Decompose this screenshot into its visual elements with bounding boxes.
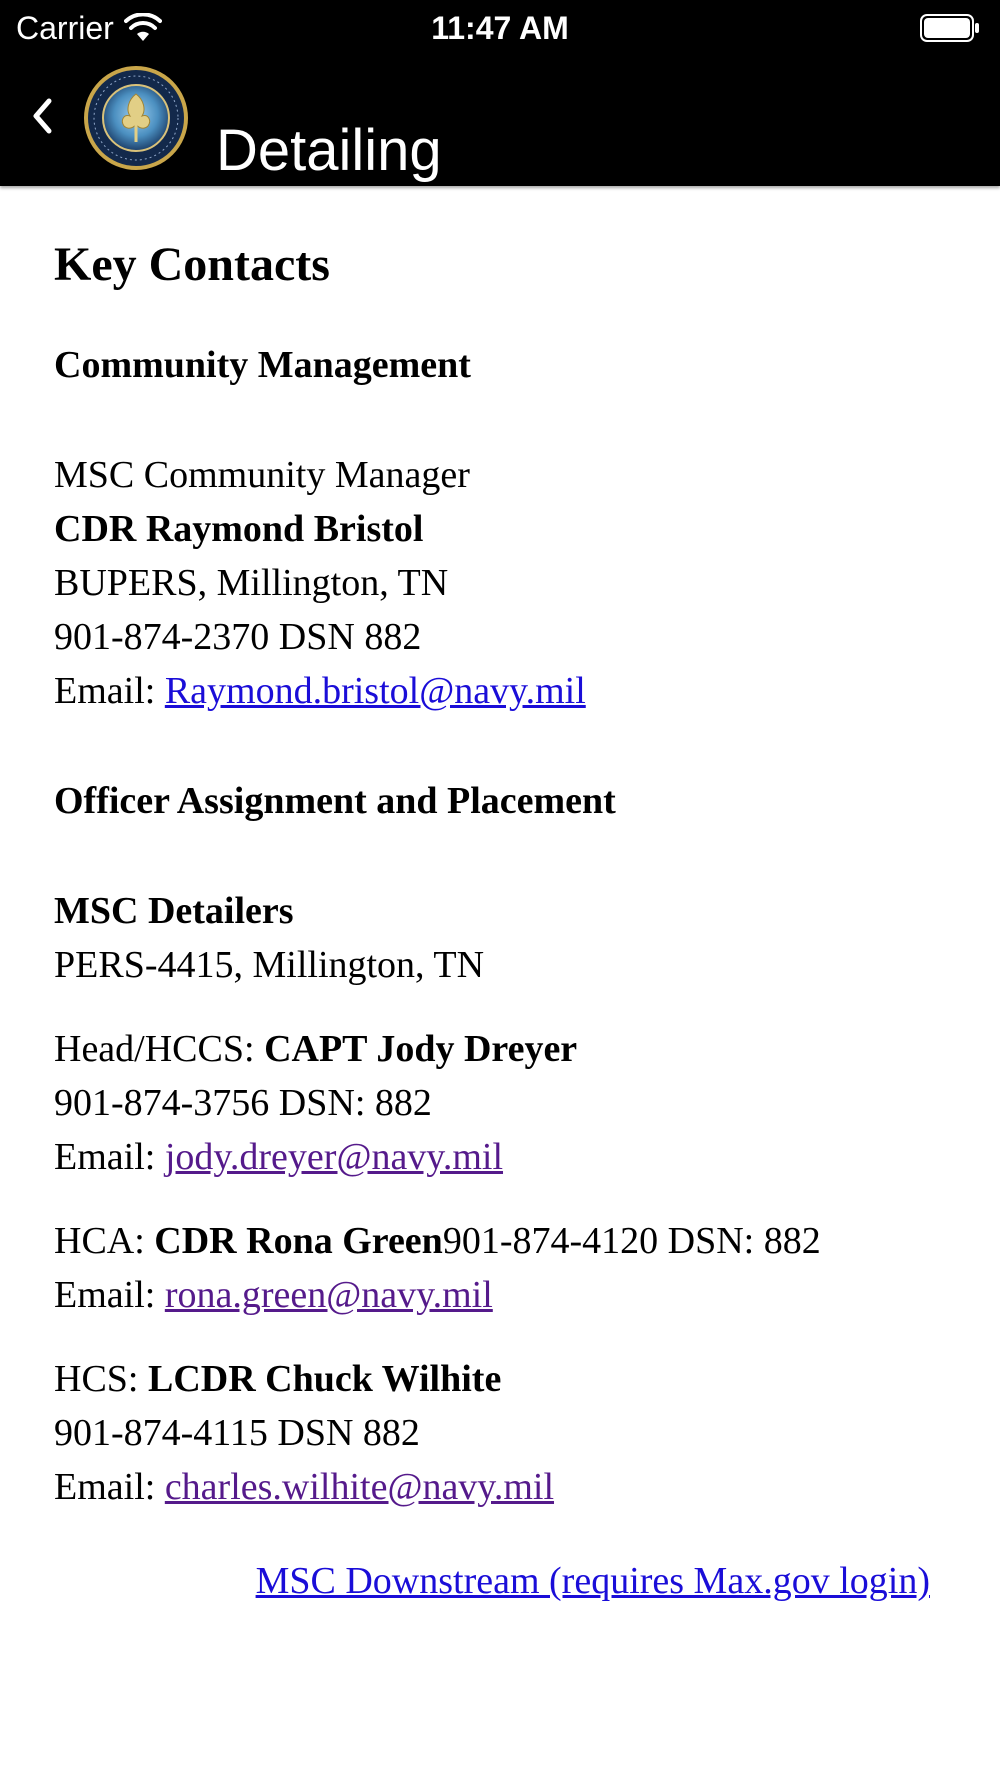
contact-role: Head/HCCS: (54, 1028, 265, 1070)
contact-phone: 901-874-2370 DSN 882 (54, 616, 422, 658)
email-link[interactable]: jody.dreyer@navy.mil (164, 1136, 504, 1178)
contact-name: LCDR Chuck Wilhite (147, 1358, 502, 1400)
contact-role: MSC Community Manager (54, 454, 470, 496)
contact-name: CDR Raymond Bristol (54, 508, 424, 550)
detailer-contact (54, 1352, 954, 1514)
key-contacts-content (54, 230, 954, 1608)
carrier-label: Carrier (16, 9, 114, 46)
contact-location: BUPERS, Millington, TN (54, 562, 449, 604)
contact-role: HCA: (54, 1220, 155, 1262)
key-contacts-heading: Key Contacts (54, 238, 330, 291)
email-label: Email: (54, 1136, 165, 1178)
email-label: Email: (54, 1274, 165, 1316)
contact-role-name (54, 1022, 954, 1076)
community-manager-contact (54, 448, 954, 718)
community-management-heading: Community Management (54, 344, 471, 386)
contact-email-line (54, 664, 954, 718)
chevron-left-icon (31, 97, 53, 140)
email-link[interactable]: charles.wilhite@navy.mil (164, 1466, 555, 1508)
email-label: Email: (54, 670, 165, 712)
detailer-contact (54, 1214, 954, 1322)
email-link[interactable]: Raymond.bristol@navy.mil (164, 670, 586, 712)
back-button[interactable] (22, 96, 62, 140)
detailer-contact (54, 1022, 954, 1184)
contact-email-line (54, 1268, 954, 1322)
contact-name: CAPT Jody Dreyer (264, 1028, 578, 1070)
contact-role-name-phone (54, 1214, 954, 1268)
contact-email-line (54, 1130, 954, 1184)
contact-name: CDR Rona Green (154, 1220, 443, 1262)
detailers-block (54, 884, 954, 992)
contact-phone: 901-874-3756 DSN: 882 (54, 1082, 432, 1124)
email-link[interactable]: rona.green@navy.mil (164, 1274, 493, 1316)
downstream-link-row (54, 1554, 954, 1608)
detailers-location: PERS-4415, Millington, TN (54, 944, 485, 986)
navigation-bar (0, 0, 1000, 186)
status-bar (0, 0, 1000, 56)
status-time: 11:47 AM (431, 10, 569, 46)
battery-icon (920, 14, 980, 42)
contact-phone: 901-874-4120 DSN: 882 (442, 1220, 821, 1262)
medical-service-corps-seal-logo (82, 64, 190, 172)
msc-downstream-link[interactable]: MSC Downstream (requires Max.gov login) (255, 1560, 930, 1602)
email-label: Email: (54, 1466, 165, 1508)
detailers-title: MSC Detailers (54, 890, 294, 932)
contact-email-line (54, 1460, 954, 1514)
page-title: Detailing (216, 118, 442, 183)
officer-assignment-heading: Officer Assignment and Placement (54, 780, 616, 822)
contact-role: HCS: (54, 1358, 148, 1400)
contact-phone: 901-874-4115 DSN 882 (54, 1412, 420, 1454)
contact-role-name (54, 1352, 954, 1406)
